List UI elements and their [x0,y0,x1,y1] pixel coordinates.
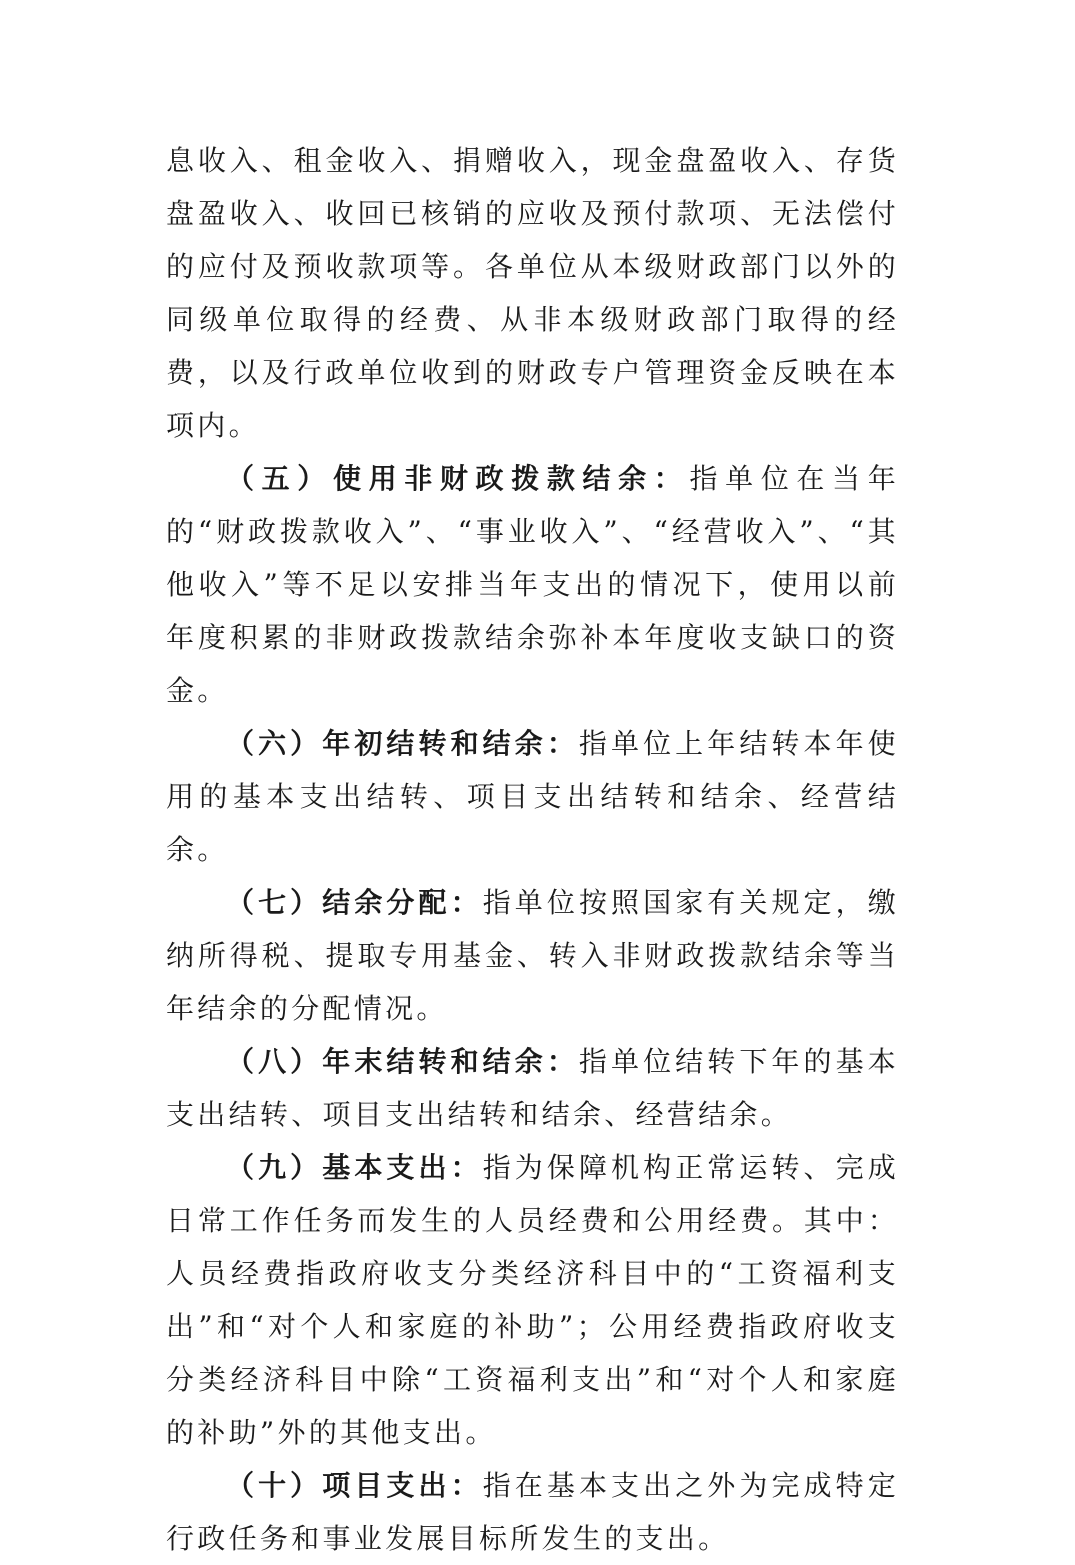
section-10-term: （十）项目支出： [226,1469,483,1502]
section-6-term: （六）年初结转和结余： [226,727,579,760]
section-5-body: 指单位在当年的“财政拨款收入”、“事业收入”、“经营收入”、“其他收入”等不足以安排当年支出的情况下，使用以前年度积累的非财政拨款结余弥补本年度收支缺口的资金。 [166,462,899,707]
section-8-paragraph [166,1035,899,1141]
section-7-body: 指单位按照国家有关规定，缴纳所得税、提取专用基金、转入非财政拨款结余等当年结余的分配情况。 [166,886,900,1025]
intro-text: 息收入、租金收入、捐赠收入，现金盘盈收入、存货盘盈收入、收回已核销的应收及预付款项、无法偿付的应付及预收款项等。各单位从本级财政部门以外的同级单位取得的经费、从非本级财政部门取得的经费，以及行政单位收到的财政专户管理资金反映在本项内。 [166,144,899,442]
section-9-paragraph [166,1141,899,1459]
document-body [166,134,899,1565]
section-8-body: 指单位结转下年的基本支出结转、项目支出结转和结余、经营结余。 [166,1045,899,1131]
section-9-body: 指为保障机构正常运转、完成日常工作任务而发生的人员经费和公用经费。其中：人员经费指政府收支分类经济科目中的“工资福利支出”和“对个人和家庭的补助”；公用经费指政府收支分类经济科目中除“工资福利支出”和“对个人和家庭的补助”外的其他支出。 [166,1151,900,1449]
intro-paragraph [166,134,899,452]
section-5-term: （五）使用非财政拨款结余： [226,462,690,495]
section-5-paragraph [166,452,899,717]
section-6-body: 指单位上年结转本年使用的基本支出结转、项目支出结转和结余、经营结余。 [166,727,899,866]
section-8-term: （八）年末结转和结余： [226,1045,579,1078]
section-7-term: （七）结余分配： [226,886,483,919]
section-9-term: （九）基本支出： [226,1151,483,1184]
section-10-paragraph [166,1459,899,1565]
section-10-body: 指在基本支出之外为完成特定行政任务和事业发展目标所发生的支出。 [166,1469,900,1555]
section-6-paragraph [166,717,899,876]
section-7-paragraph [166,876,899,1035]
